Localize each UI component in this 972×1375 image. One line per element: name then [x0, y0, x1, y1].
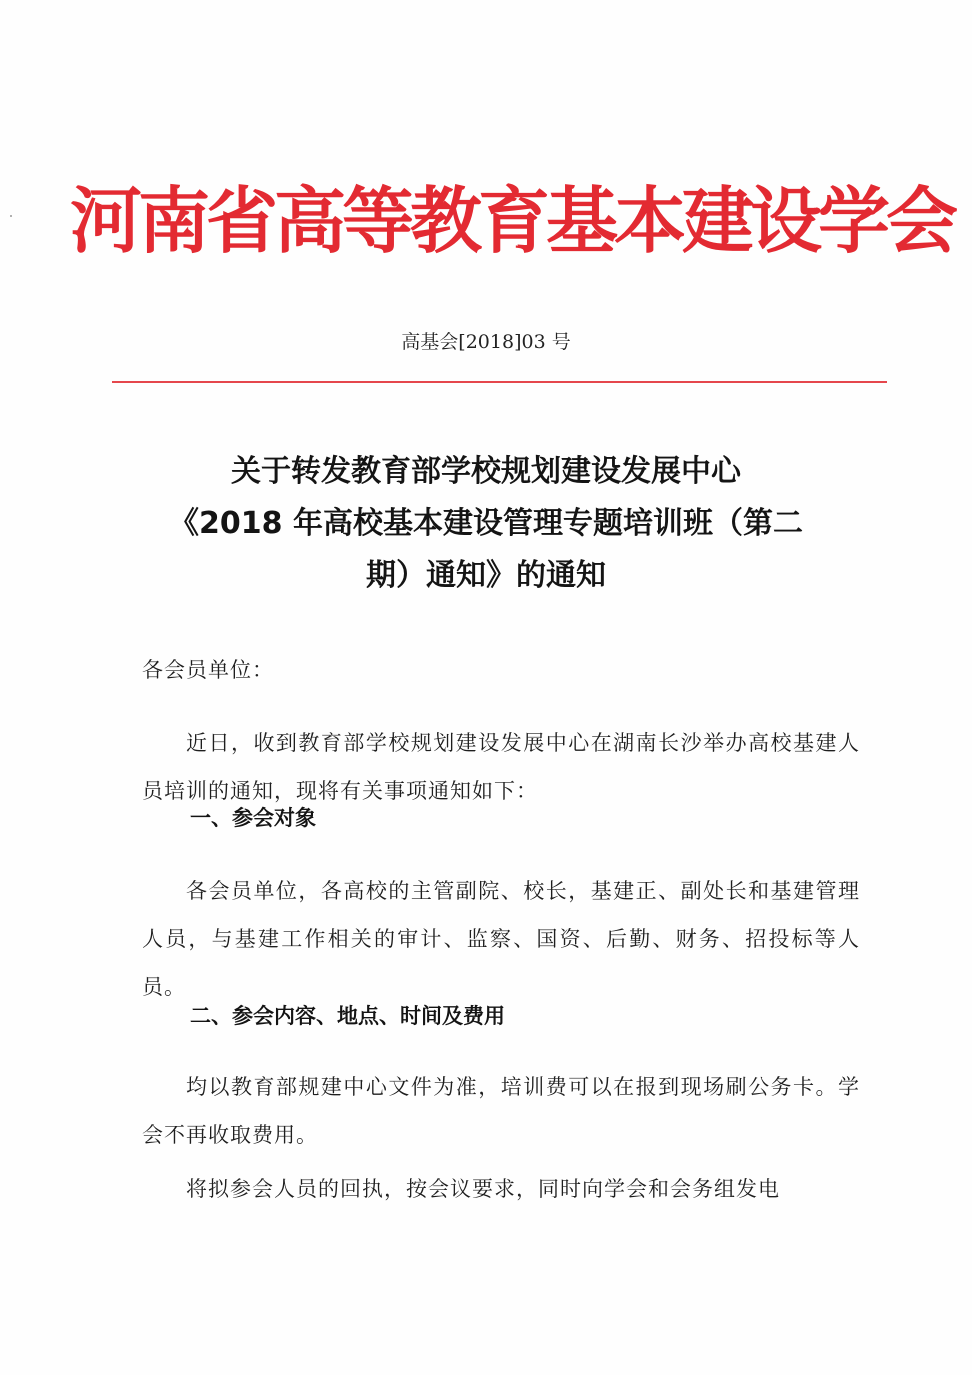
scan-artifact: [10, 215, 12, 217]
document-number: 高基会[2018]03 号: [401, 331, 571, 353]
section-heading-details: 二、参会内容、地点、时间及费用: [190, 1004, 505, 1028]
section-heading-participants: 一、参会对象: [190, 806, 316, 830]
paragraph-intro: 近日，收到教育部学校规划建设发展中心在湖南长沙举办高校基建人员培训的通知，现将有关事项通知如下：: [142, 731, 860, 803]
document-title: [0, 446, 972, 602]
paragraph-registration: 将拟参会人员的回执，按会议要求，同时向学会和会务组发电: [186, 1177, 780, 1201]
paragraph-fees: 均以教育部规建中心文件为准，培训费可以在报到现场刷公务卡。学会不再收取费用。: [142, 1075, 860, 1147]
title-line-1: 关于转发教育部学校规划建设发展中心: [231, 454, 741, 489]
salutation: 各会员单位：: [142, 658, 274, 682]
paragraph-participants: 各会员单位，各高校的主管副院、校长，基建正、副处长和基建管理人员，与基建工作相关的审计、监察、国资、后勤、财务、招投标等人员。: [142, 879, 860, 999]
title-line-2: 《2018 年高校基本建设管理专题培训班（第二: [169, 506, 803, 541]
title-line-3: 期）通知》的通知: [366, 558, 606, 593]
letterhead-divider: [112, 381, 887, 383]
organization-letterhead: 河南省高等教育基本建设学会: [70, 179, 955, 263]
